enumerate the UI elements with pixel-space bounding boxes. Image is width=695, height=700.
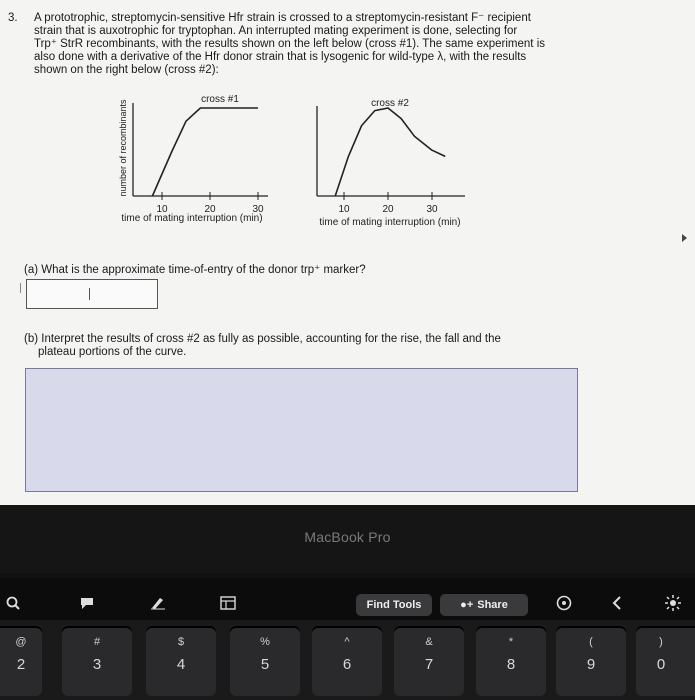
- key-6-number: 6: [342, 656, 352, 673]
- key-3-symbol: #: [93, 636, 101, 648]
- key-7[interactable]: [394, 626, 464, 696]
- answer-a-field[interactable]: [26, 279, 158, 309]
- laptop-bezel: [0, 505, 695, 573]
- pen-icon[interactable]: [150, 596, 166, 610]
- chart1-title: cross #1: [201, 94, 239, 105]
- keyboard-number-row: [0, 620, 695, 700]
- part-b-line-2: plateau portions of the curve.: [38, 346, 187, 358]
- part-a-question: (a) What is the approximate time-of-entry of the donor trp⁺ marker?: [24, 264, 366, 276]
- part-b-line-1: (b) Interpret the results of cross #2 as fully as possible, accounting for the rise, the fall and the: [24, 333, 501, 345]
- key-2-number: 2: [16, 656, 26, 673]
- key-2-symbol: @: [15, 636, 27, 648]
- key-8-symbol: *: [508, 636, 514, 648]
- chart1-tick-label-30: 30: [252, 204, 264, 215]
- text-cursor: [20, 283, 21, 293]
- key-3[interactable]: [62, 626, 132, 696]
- chart1-tick-label-20: 20: [204, 204, 216, 215]
- key-3-number: 3: [92, 656, 102, 673]
- chart1-ylabel: number of recombinants: [118, 99, 128, 197]
- siri-icon[interactable]: [556, 595, 572, 611]
- chart2-curve: [335, 108, 445, 196]
- question-line-2: strain that is auxotrophic for tryptophan. An interrupted mating experiment is done, selecting for: [34, 25, 518, 37]
- key-0[interactable]: [636, 626, 695, 696]
- chart-cross-1: [110, 88, 300, 228]
- scroll-right-icon[interactable]: [682, 234, 687, 242]
- key-7-number: 7: [424, 656, 434, 673]
- chevron-left-icon[interactable]: [612, 596, 622, 610]
- chart2-tick-label-30: 30: [426, 204, 438, 215]
- key-5[interactable]: [230, 626, 300, 696]
- part-b-question: [24, 333, 584, 359]
- search-icon[interactable]: [6, 596, 20, 610]
- chart2-title: cross #2: [371, 98, 409, 109]
- chart2-xlabel: time of mating interruption (min): [319, 217, 461, 228]
- question-number: 3.: [8, 12, 18, 24]
- key-8[interactable]: [476, 626, 546, 696]
- brightness-icon[interactable]: [664, 594, 682, 612]
- key-4-symbol: $: [177, 636, 185, 648]
- key-4-number: 4: [176, 656, 186, 673]
- key-0-symbol: ): [659, 636, 663, 648]
- question-line-1: A prototrophic, streptomycin-sensitive Hfr strain is crossed to a streptomycin-resistant F⁻ recipient: [34, 12, 531, 24]
- question-line-3: Trp⁺ StrR recombinants, with the results shown on the left below (cross #1). The same experiment is: [34, 38, 546, 50]
- key-6[interactable]: [312, 626, 382, 696]
- find-tools-button[interactable]: Find Tools: [356, 594, 432, 616]
- key-7-symbol: &: [425, 636, 433, 648]
- page-layout-icon[interactable]: [220, 596, 236, 610]
- answer-b-textarea[interactable]: [25, 368, 578, 492]
- key-9-number: 9: [586, 656, 596, 673]
- share-label: Share: [477, 599, 508, 611]
- comment-icon[interactable]: [80, 597, 94, 610]
- question-line-5: shown on the right below (cross #2):: [34, 64, 219, 76]
- chart1-tick-label-10: 10: [156, 204, 168, 215]
- key-9[interactable]: [556, 626, 626, 696]
- chart-cross-2: [300, 88, 480, 233]
- laptop-brand: MacBook Pro: [304, 529, 391, 545]
- question-line-4: also done with a derivative of the Hfr donor strain that is lysogenic for wild-type λ, with the results: [34, 51, 527, 63]
- key-9-symbol: (: [589, 636, 593, 648]
- chart2-tick-label-10: 10: [338, 204, 350, 215]
- key-0-number: 0: [656, 656, 666, 673]
- chart1-curve: [152, 108, 258, 196]
- answer-a-caret: [89, 288, 90, 300]
- chart1-xlabel: time of mating interruption (min): [121, 213, 263, 224]
- key-5-symbol: %: [260, 636, 270, 648]
- key-4[interactable]: [146, 626, 216, 696]
- key-8-number: 8: [506, 656, 516, 673]
- touch-bar: [0, 578, 695, 622]
- key-2[interactable]: [0, 626, 42, 696]
- key-5-number: 5: [260, 656, 270, 673]
- key-6-symbol: ^: [344, 636, 350, 648]
- chart2-tick-label-20: 20: [382, 204, 394, 215]
- share-user-icon: ●+: [460, 599, 474, 611]
- share-button[interactable]: [440, 594, 528, 616]
